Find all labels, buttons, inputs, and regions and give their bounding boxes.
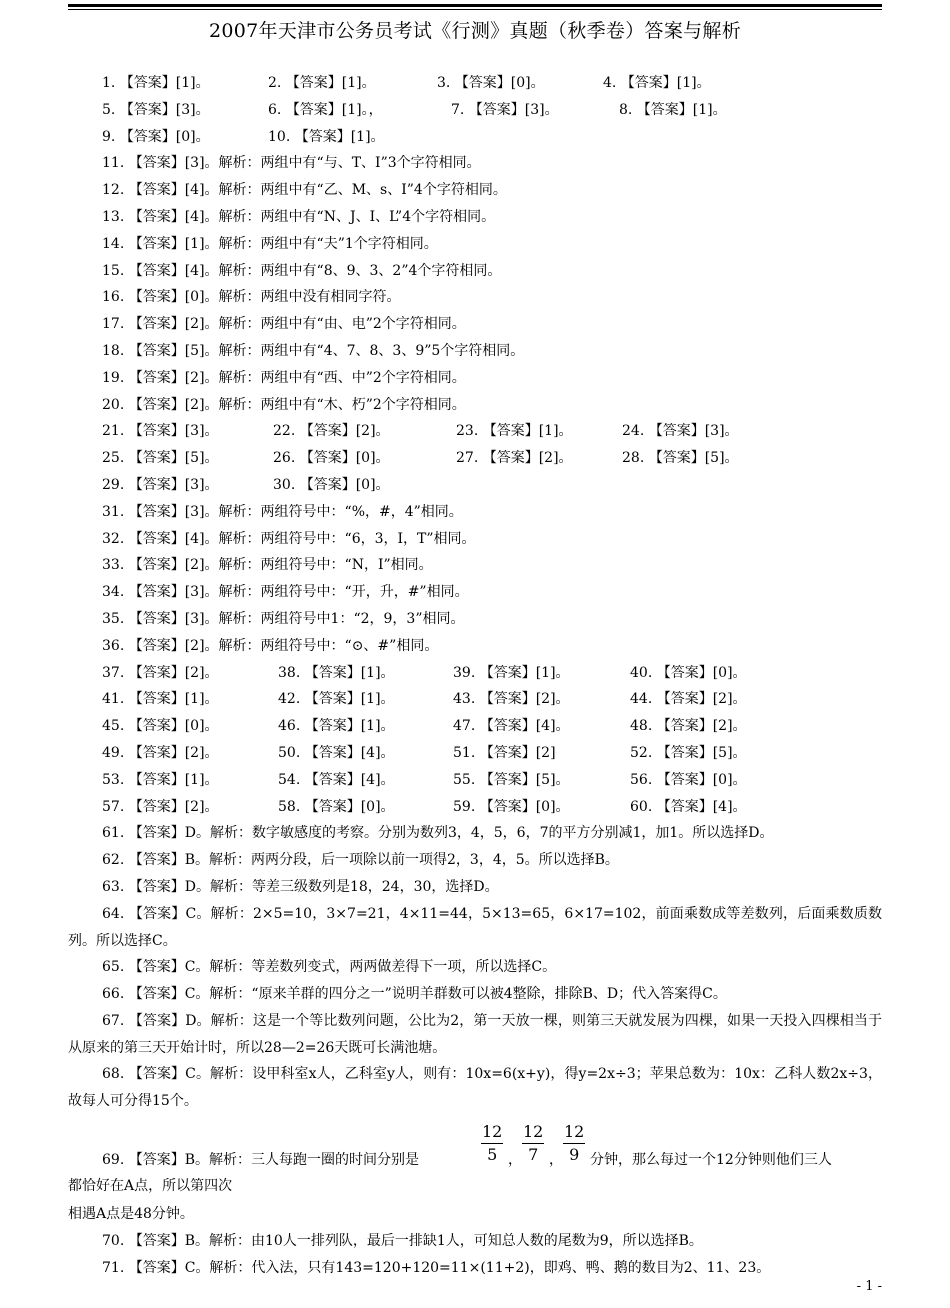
answer-row bbox=[68, 686, 882, 713]
answer-item: 4. 【答案】[1]。 bbox=[603, 75, 711, 91]
answer-item: 30. 【答案】[0]。 bbox=[273, 476, 390, 493]
answer-item: 55. 【答案】[5]。 bbox=[453, 771, 570, 788]
answer-item: 7. 【答案】[3]。 bbox=[451, 101, 559, 118]
fraction bbox=[563, 1121, 585, 1166]
answer-item: 50. 【答案】[4]。 bbox=[278, 744, 395, 761]
answer-line: 11. 【答案】[3]。解析：两组中有“与、T、I”3个字符相同。 bbox=[102, 155, 481, 172]
page-number: - 1 - bbox=[856, 1279, 882, 1294]
answer-line: 34. 【答案】[3]。解析：两组符号中：“开，升，#”相同。 bbox=[102, 584, 469, 601]
answer-item: 41. 【答案】[1]。 bbox=[102, 691, 219, 708]
answer-item: 25. 【答案】[5]。 bbox=[102, 450, 219, 467]
answer-row bbox=[68, 767, 882, 794]
answer-paragraph: 67. 【答案】D。解析：这是一个等比数列问题，公比为2，第一天放一棵，则第三天就发展为四棵，如果一天投入四棵相当于从原来的第三天开始计时，所以28—2=26天既可长满池塘。 bbox=[68, 1012, 882, 1056]
answer-item: 45. 【答案】[0]。 bbox=[102, 718, 219, 735]
answer-row bbox=[68, 97, 882, 124]
fraction bbox=[522, 1121, 544, 1166]
answer-item: 8. 【答案】[1]。 bbox=[619, 101, 727, 118]
answer-line: 66. 【答案】C。解析：“原来羊群的四分之一”说明羊群数可以被4整除，排除B、D；代入答案得C。 bbox=[102, 986, 727, 1003]
answer-item: 42. 【答案】[1]。 bbox=[278, 691, 395, 708]
header-rule bbox=[68, 4, 882, 7]
answer-line: 15. 【答案】[4]。解析：两组中有“8、9、3、2”4个字符相同。 bbox=[102, 262, 502, 279]
fraction-denominator: 9 bbox=[569, 1145, 580, 1165]
answer-item: 58. 【答案】[0]。 bbox=[278, 798, 395, 815]
answer-item: 23. 【答案】[1]。 bbox=[456, 423, 573, 440]
answer-line: 12. 【答案】[4]。解析：两组中有“乙、M、s、I”4个字符相同。 bbox=[102, 182, 507, 199]
answer-item: 43. 【答案】[2]。 bbox=[453, 691, 570, 708]
comma: ， bbox=[549, 1152, 563, 1169]
answer-line: 32. 【答案】[4]。解析：两组符号中：“6，3，I，T”相同。 bbox=[102, 530, 476, 547]
answer-item: 27. 【答案】[2]。 bbox=[456, 450, 573, 467]
fraction-denominator: 7 bbox=[528, 1145, 539, 1165]
answer-row bbox=[68, 472, 882, 499]
answer-line: 20. 【答案】[2]。解析：两组中有“木、朽”2个字符相同。 bbox=[102, 396, 466, 413]
answer-item: 54. 【答案】[4]。 bbox=[278, 771, 395, 788]
answer-row bbox=[68, 124, 882, 151]
answer-item: 47. 【答案】[4]。 bbox=[453, 718, 570, 735]
answer-item: 56. 【答案】[0]。 bbox=[630, 771, 747, 788]
answer-paragraph: 64. 【答案】C。解析：2×5=10，3×7=21，4×11=44，5×13=65，6×17=102，前面乘数成等差数列，后面乘数质数列。所以选择C。 bbox=[68, 905, 882, 949]
answer-row bbox=[68, 445, 882, 472]
answer-line: 35. 【答案】[3]。解析：两组符号中1：“2，9，3”相同。 bbox=[102, 610, 465, 627]
answer-line: 61. 【答案】D。解析：数字敏感度的考察。分别为数列3，4，5，6，7的平方分别减1，加1。所以选择D。 bbox=[102, 825, 774, 842]
answer-item: 38. 【答案】[1]。 bbox=[278, 664, 395, 681]
answer-item: 48. 【答案】[2]。 bbox=[630, 718, 747, 735]
answer-69-prefix: 69. 【答案】B。解析：三人每跑一圈的时间分别是 bbox=[102, 1152, 420, 1169]
comma: ， bbox=[508, 1152, 522, 1169]
answer-item: 52. 【答案】[5]。 bbox=[630, 744, 747, 761]
answer-item: 57. 【答案】[2]。 bbox=[102, 798, 219, 815]
answer-item: 21. 【答案】[3]。 bbox=[102, 423, 219, 440]
answer-line: 71. 【答案】C。解析：代入法，只有143=120+120=11×(11+2)，即鸡、鸭、鹅的数目为2、11、23。 bbox=[102, 1259, 771, 1276]
answer-item: 6. 【答案】[1]。， bbox=[268, 101, 383, 118]
answer-69 bbox=[68, 1121, 882, 1203]
answer-line: 65. 【答案】C。解析：等差数列变式，两两做差得下一项，所以选择C。 bbox=[102, 959, 557, 976]
answer-item: 10. 【答案】[1]。 bbox=[268, 128, 385, 145]
answer-line: 31. 【答案】[3]。解析：两组符号中：“%，#，4”相同。 bbox=[102, 503, 463, 520]
answer-line: 19. 【答案】[2]。解析：两组中有“西、中”2个字符相同。 bbox=[102, 369, 466, 386]
answer-row bbox=[68, 418, 882, 445]
answer-row bbox=[68, 740, 882, 767]
answer-row bbox=[68, 794, 882, 821]
answer-row bbox=[68, 660, 882, 687]
answer-line: 17. 【答案】[2]。解析：两组中有“由、电”2个字符相同。 bbox=[102, 316, 466, 333]
answer-line: 16. 【答案】[0]。解析：两组中没有相同字符。 bbox=[102, 289, 401, 306]
answer-line: 33. 【答案】[2]。解析：两组符号中：“N，I”相同。 bbox=[102, 557, 433, 574]
answer-item: 51. 【答案】[2] bbox=[453, 744, 556, 761]
answer-paragraph: 68. 【答案】C。解析：设甲科室x人，乙科室y人，则有：10x=6(x+y)，得y=2x÷3；苹果总数为：10x：乙科人数2x÷3，故每人可分得15个。 bbox=[68, 1066, 882, 1110]
answer-line: 13. 【答案】[4]。解析：两组中有“N、J、I、L”4个字符相同。 bbox=[102, 208, 496, 225]
answer-item: 22. 【答案】[2]。 bbox=[273, 423, 390, 440]
answer-line: 36. 【答案】[2]。解析：两组符号中：“⊙、#”相同。 bbox=[102, 637, 439, 654]
answer-item: 60. 【答案】[4]。 bbox=[630, 798, 747, 815]
answer-item: 26. 【答案】[0]。 bbox=[273, 450, 390, 467]
fraction-numerator: 12 bbox=[522, 1121, 544, 1144]
answer-item: 40. 【答案】[0]。 bbox=[630, 664, 747, 681]
answer-line: 63. 【答案】D。解析：等差三级数列是18，24，30，选择D。 bbox=[102, 878, 499, 895]
fraction-numerator: 12 bbox=[481, 1121, 503, 1144]
fraction-denominator: 5 bbox=[487, 1145, 498, 1165]
answer-item: 49. 【答案】[2]。 bbox=[102, 744, 219, 761]
header-rule-thin bbox=[68, 9, 882, 10]
answer-item: 44. 【答案】[2]。 bbox=[630, 691, 747, 708]
answer-item: 1. 【答案】[1]。 bbox=[102, 75, 210, 91]
answer-body bbox=[68, 70, 882, 1281]
answer-item: 37. 【答案】[2]。 bbox=[102, 664, 219, 681]
answer-item: 28. 【答案】[5]。 bbox=[622, 450, 739, 467]
page-title: 2007年天津市公务员考试《行测》真题（秋季卷）答案与解析 bbox=[208, 20, 742, 42]
answer-item: 3. 【答案】[0]。 bbox=[437, 75, 545, 91]
answer-item: 46. 【答案】[1]。 bbox=[278, 718, 395, 735]
answer-item: 5. 【答案】[3]。 bbox=[102, 101, 210, 118]
answer-69-suffix: 分钟，那么每过一个12分钟则他们三人 bbox=[590, 1152, 832, 1169]
answer-69-line3: 相遇A点是48分钟。 bbox=[68, 1206, 194, 1223]
answer-69-line2: 都恰好在A点，所以第四次 bbox=[68, 1178, 233, 1195]
answer-item: 53. 【答案】[1]。 bbox=[102, 771, 219, 788]
answer-line: 14. 【答案】[1]。解析：两组中有“夫”1个字符相同。 bbox=[102, 235, 438, 252]
answer-line: 70. 【答案】B。解析：由10人一排列队，最后一排缺1人，可知总人数的尾数为9，所以选择B。 bbox=[102, 1232, 703, 1249]
answer-item: 2. 【答案】[1]。 bbox=[268, 75, 376, 91]
answer-item: 24. 【答案】[3]。 bbox=[622, 423, 739, 440]
answer-row bbox=[68, 70, 882, 97]
fraction bbox=[481, 1121, 503, 1166]
answer-item: 39. 【答案】[1]。 bbox=[453, 664, 570, 681]
answer-row bbox=[68, 713, 882, 740]
answer-item: 59. 【答案】[0]。 bbox=[453, 798, 570, 815]
answer-line: 62. 【答案】B。解析：两两分段，后一项除以前一项得2，3，4，5。所以选择B。 bbox=[102, 852, 619, 869]
answer-line: 18. 【答案】[5]。解析：两组中有“4、7、8、3、9”5个字符相同。 bbox=[102, 342, 525, 359]
fraction-numerator: 12 bbox=[563, 1121, 585, 1144]
answer-item: 29. 【答案】[3]。 bbox=[102, 476, 219, 493]
answer-item: 9. 【答案】[0]。 bbox=[102, 128, 210, 145]
